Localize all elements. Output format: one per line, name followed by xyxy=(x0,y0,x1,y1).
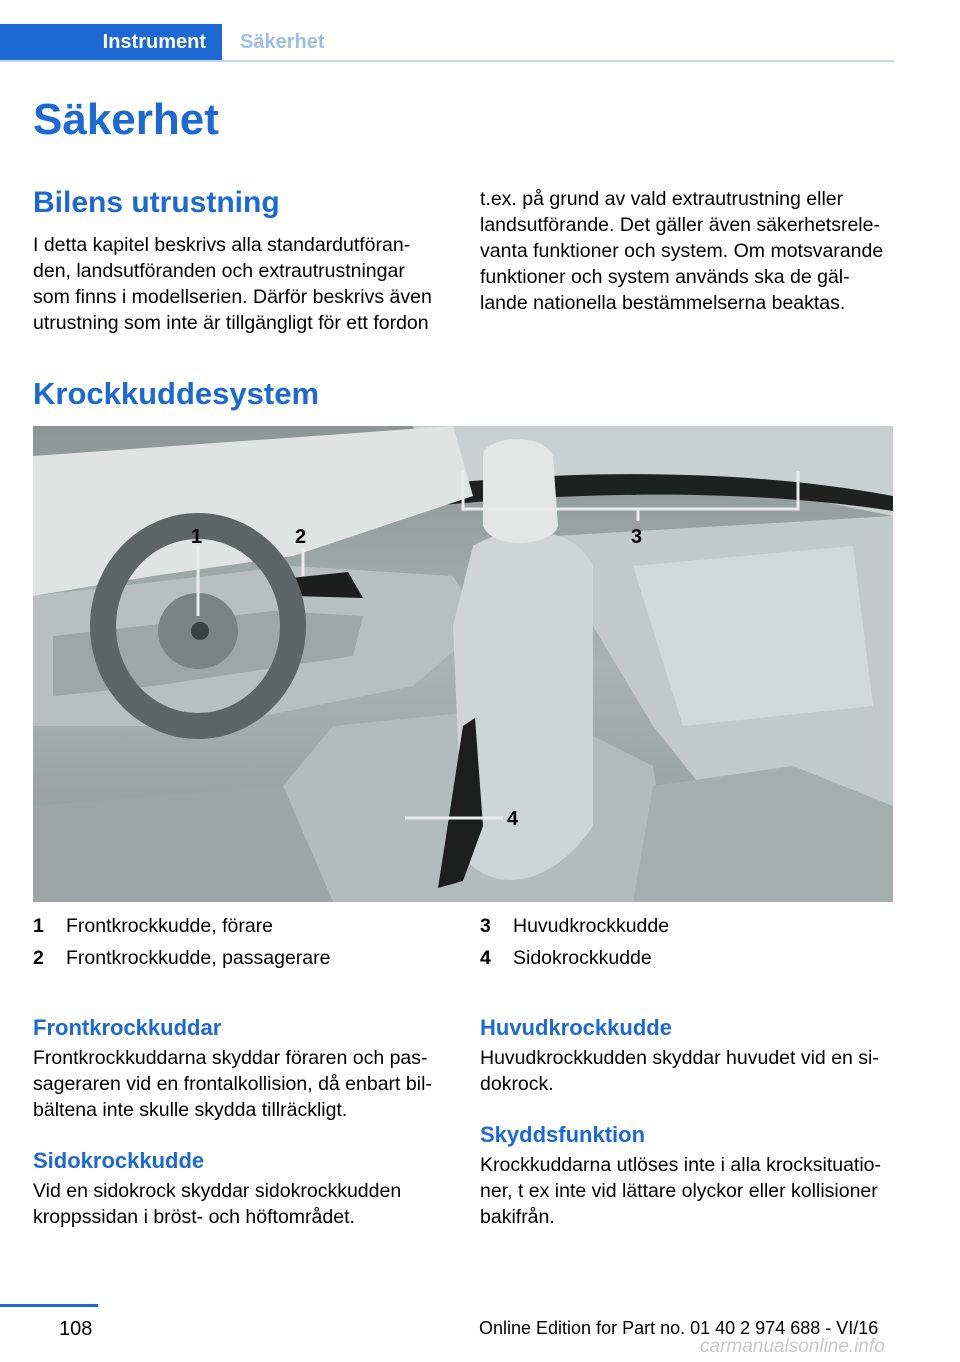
callout-3: 3 xyxy=(631,526,643,548)
section-heading-krockkuddesystem: Krockkuddesystem xyxy=(33,376,320,411)
text-line: Krockkuddarna utlöses inte i alla krocksituatio- xyxy=(480,1154,882,1176)
text-line: sageraren vid en frontalkollision, då enbart bil- xyxy=(33,1073,432,1095)
legend-item xyxy=(480,945,890,971)
subheading-frontkrockkuddar: Frontkrockkuddar xyxy=(33,1015,222,1040)
legend-text: Frontkrockkudde, passagerare xyxy=(66,947,331,969)
text-line: den, landsutföranden och extrautrustningar xyxy=(33,260,405,282)
text-line: landsutförande. Det gäller även säkerhetsrele- xyxy=(480,214,880,236)
text-line: Vid en sidokrock skyddar sidokrockkudden xyxy=(33,1180,402,1202)
text-line: I detta kapitel beskrivs alla standardutföran- xyxy=(33,234,411,256)
huvudkrock-paragraph xyxy=(480,1045,879,1097)
text-line: ner, t ex inte vid lättare olyckor eller kollisioner xyxy=(480,1180,878,1202)
page-number: 108 xyxy=(59,1318,93,1340)
skydd-paragraph xyxy=(480,1152,881,1230)
subheading-sidokrockkudde: Sidokrockkudde xyxy=(33,1148,205,1173)
legend-number: 3 xyxy=(480,915,491,937)
legend-text: Frontkrockkudde, förare xyxy=(66,915,274,937)
text-line: funktioner och system används ska de gäl- xyxy=(480,266,850,288)
page-title: Säkerhet xyxy=(33,95,219,144)
frontkrock-paragraph xyxy=(33,1045,432,1123)
text-line: bältena inte skulle skydda tillräckligt. xyxy=(33,1099,348,1121)
legend-number: 1 xyxy=(33,915,44,937)
airbag-illustration xyxy=(33,426,893,902)
header-tabs xyxy=(0,24,894,62)
legend-number: 2 xyxy=(33,947,44,969)
intro-paragraph-left xyxy=(33,232,432,336)
subheading-huvudkrockkudde: Huvudkrockkudde xyxy=(480,1015,672,1040)
text-line: Frontkrockkuddarna skyddar föraren och pas- xyxy=(33,1047,428,1069)
text-line: som finns i modellserien. Därför beskrivs även xyxy=(33,286,432,308)
text-line: vanta funktioner och system. Om motsvarande xyxy=(480,240,884,262)
legend-text: Sidokrockkudde xyxy=(513,947,652,969)
tab-divider xyxy=(0,60,894,62)
car-interior-drawing xyxy=(33,426,893,902)
text-line: dokrock. xyxy=(480,1073,554,1095)
edition-text: Online Edition for Part no. 01 40 2 974 688 - VI/16 xyxy=(479,1318,879,1338)
legend-item xyxy=(480,913,890,939)
text-line: t.ex. på grund av vald extrautrustning eller xyxy=(480,188,844,210)
text-line: bakifrån. xyxy=(480,1206,555,1228)
legend-text: Huvudkrockkudde xyxy=(513,915,670,937)
sidokrock-paragraph xyxy=(33,1178,401,1230)
callout-1: 1 xyxy=(191,526,203,548)
watermark: carmanualsonline.info xyxy=(700,1336,885,1357)
legend-item xyxy=(33,945,453,971)
callout-2: 2 xyxy=(295,526,307,548)
intro-paragraph-right xyxy=(480,186,883,316)
text-line: lande nationella bestämmelserna beaktas. xyxy=(480,292,846,314)
tab-sakerhet[interactable]: Säkerhet xyxy=(240,30,325,53)
text-line: kroppssidan i bröst- och höftområdet. xyxy=(33,1206,355,1228)
legend-number: 4 xyxy=(480,947,491,969)
callout-4: 4 xyxy=(507,808,519,830)
footer-rule xyxy=(0,1304,98,1307)
text-line: utrustning som inte är tillgängligt för ett fordon xyxy=(33,312,429,334)
legend-item xyxy=(33,913,453,939)
text-line: Huvudkrockkudden skyddar huvudet vid en si- xyxy=(480,1047,879,1069)
tab-instrument[interactable]: Instrument xyxy=(0,24,222,60)
section-heading-bilens-utrustning: Bilens utrustning xyxy=(33,186,280,219)
subheading-skyddsfunktion: Skyddsfunktion xyxy=(480,1122,646,1147)
